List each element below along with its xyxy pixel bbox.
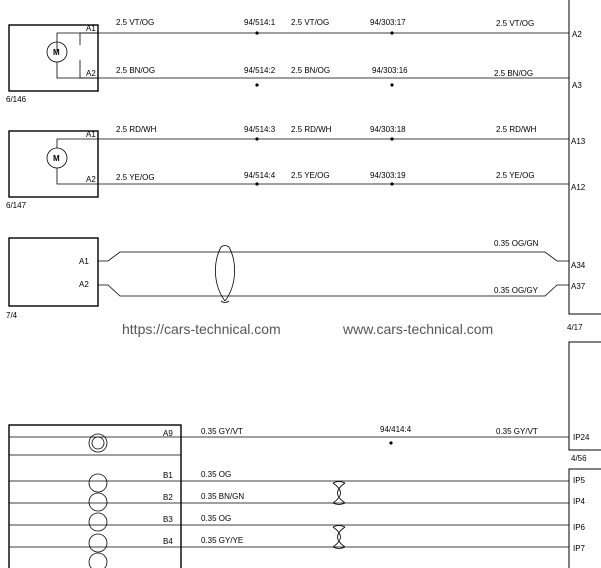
twisted-pair — [98, 239, 569, 303]
connector-label: 4/17 — [567, 323, 583, 332]
wire-color-label: 0.35 BN/GN — [201, 492, 245, 501]
splice-label: 94/514:1 — [244, 18, 276, 27]
splice-dot — [390, 182, 393, 185]
component-pin: B1 — [163, 471, 173, 480]
motor-symbol: M — [53, 48, 60, 57]
connector-pin: IP4 — [573, 497, 586, 506]
component-pin: B3 — [163, 515, 173, 524]
wire-color-label: 2.5 YE/OG — [116, 173, 155, 182]
component-pin: A1 — [86, 24, 96, 33]
wire-ye-og — [98, 171, 569, 186]
wire-color-label: 2.5 VT/OG — [496, 19, 535, 28]
splice-label: 94/303:18 — [370, 125, 406, 134]
component-pin: B4 — [163, 537, 173, 546]
component-7-4 — [6, 238, 98, 320]
connector-pin: A37 — [571, 282, 586, 291]
component-6-147 — [6, 130, 98, 210]
wire-color-label: 0.35 GY/VT — [201, 427, 243, 436]
splice-dot — [255, 137, 258, 140]
twist-icon — [333, 526, 345, 549]
wire-color-label: 2.5 BN/OG — [116, 66, 156, 75]
wire-color-label: 2.5 RD/WH — [116, 125, 157, 134]
twist-icon — [215, 246, 234, 303]
component-pin: A2 — [79, 280, 89, 289]
motor-symbol: M — [53, 154, 60, 163]
bottom-wire-group — [181, 470, 569, 549]
wire-color-label: 2.5 BN/OG — [291, 66, 331, 75]
wire-rd-wh — [98, 125, 569, 141]
wire-color-label: 0.35 GY/YE — [201, 536, 244, 545]
splice-dot — [255, 83, 258, 86]
wire-color-label: 2.5 VT/OG — [116, 18, 155, 27]
splice-dot — [255, 182, 258, 185]
watermark — [122, 321, 493, 337]
wire-color-label: 2.5 RD/WH — [291, 125, 332, 134]
wire-color-label: 2.5 YE/OG — [496, 171, 535, 180]
watermark-url: https://cars-technical.com — [122, 321, 281, 337]
connector-4-17 — [567, 0, 601, 332]
component-pin: A2 — [86, 69, 96, 78]
splice-label: 94/303:19 — [370, 171, 406, 180]
watermark-url: www.cars-technical.com — [343, 321, 494, 337]
component-pin: A1 — [86, 130, 96, 139]
splice-dot — [390, 137, 393, 140]
component-label: 6/146 — [6, 95, 27, 104]
component-box — [9, 238, 98, 306]
wire-color-label: 0.35 OG — [201, 514, 232, 523]
component-box — [9, 425, 181, 568]
connector-pin: IP6 — [573, 523, 586, 532]
connector-pin: A13 — [571, 137, 586, 146]
twist-icon — [333, 482, 345, 505]
component-label: 7/4 — [6, 311, 18, 320]
connector-pin: A3 — [572, 81, 582, 90]
wire-color-label: 2.5 BN/OG — [494, 69, 534, 78]
connector-pin: A34 — [571, 261, 586, 270]
wire-color-label: 0.35 OG/GN — [494, 239, 539, 248]
wire-color-label: 0.35 OG — [201, 470, 232, 479]
component-box — [9, 131, 98, 197]
wire-gy-vt — [181, 425, 569, 445]
wire-color-label: 2.5 VT/OG — [291, 18, 330, 27]
wire-color-label: 2.5 YE/OG — [291, 171, 330, 180]
component-bottom — [9, 425, 181, 568]
wire-bn-og — [98, 66, 569, 87]
component-6-146 — [6, 24, 98, 104]
splice-label: 94/303:16 — [372, 66, 408, 75]
splice-label: 94/514:3 — [244, 125, 276, 134]
splice-dot — [390, 83, 393, 86]
connector-label: 4/56 — [571, 454, 587, 463]
splice-label: 94/514:4 — [244, 171, 276, 180]
connector-pin: IP5 — [573, 476, 586, 485]
component-pin: A9 — [163, 429, 173, 438]
splice-label: 94/414:4 — [380, 425, 412, 434]
connector-bottom — [569, 469, 601, 568]
wire-vt-og — [98, 18, 569, 35]
wire-color-label: 0.35 GY/VT — [496, 427, 538, 436]
component-pin: A1 — [79, 257, 89, 266]
connector-pin: A12 — [571, 183, 586, 192]
connector-pin: IP7 — [573, 544, 586, 553]
component-box — [9, 25, 98, 91]
component-pin: A2 — [86, 175, 96, 184]
wire-color-label: 2.5 RD/WH — [496, 125, 537, 134]
component-label: 6/147 — [6, 201, 27, 210]
connector-pin: IP24 — [573, 433, 590, 442]
splice-label: 94/514:2 — [244, 66, 276, 75]
component-pin: B2 — [163, 493, 173, 502]
splice-dot — [255, 31, 258, 34]
wire-color-label: 0.35 OG/GY — [494, 286, 539, 295]
wire-line — [98, 252, 569, 261]
splice-dot — [390, 31, 393, 34]
splice-dot — [389, 441, 392, 444]
splice-label: 94/303:17 — [370, 18, 406, 27]
connector-pin: A2 — [572, 30, 582, 39]
connector-4-56 — [569, 342, 601, 463]
